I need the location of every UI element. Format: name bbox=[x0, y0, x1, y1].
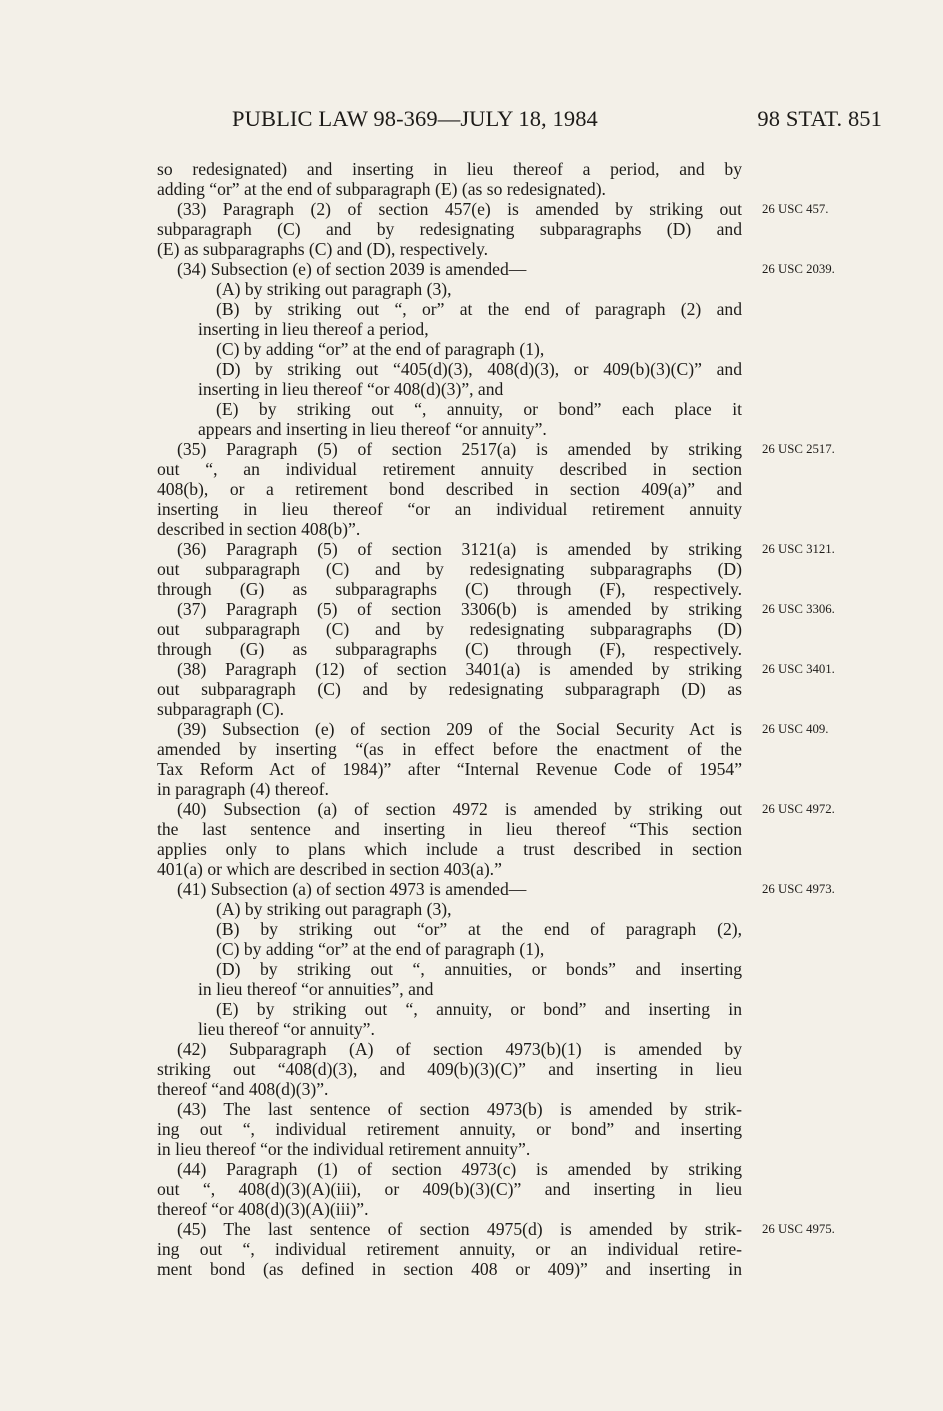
margin-note: 26 USC 3306. bbox=[762, 602, 835, 616]
text-line: applies only to plans which include a trust described in section bbox=[157, 839, 742, 859]
text-line: in lieu thereof “or the individual retirement annuity”. bbox=[157, 1139, 531, 1159]
margin-note: 26 USC 409. bbox=[762, 722, 829, 736]
text-line: inserting in lieu thereof “or 408(d)(3)”, and bbox=[198, 379, 504, 399]
margin-note: 26 USC 3121. bbox=[762, 542, 835, 556]
text-line: ment bond (as defined in section 408 or 409)” and inserting in bbox=[157, 1259, 742, 1279]
margin-note: 26 USC 2517. bbox=[762, 442, 835, 456]
header-title: PUBLIC LAW 98-369—JULY 18, 1984 bbox=[232, 106, 598, 131]
text-line: out subparagraph (C) and by redesignating subparagraphs (D) bbox=[157, 619, 742, 639]
text-line: (E) by striking out “, annuity, or bond” each place it bbox=[216, 399, 742, 419]
text-line: lieu thereof “or annuity”. bbox=[198, 1019, 375, 1039]
text-line: (C) by adding “or” at the end of paragraph (1), bbox=[216, 939, 545, 959]
text-line: described in section 408(b)”. bbox=[157, 519, 361, 539]
text-line: (B) by striking out “, or” at the end of paragraph (2) and bbox=[216, 299, 742, 319]
text-line: (33) Paragraph (2) of section 457(e) is amended by striking out bbox=[177, 199, 742, 219]
text-line: inserting in lieu thereof a period, bbox=[198, 319, 429, 339]
text-line: (E) by striking out “, annuity, or bond” and inserting in bbox=[216, 999, 742, 1019]
text-line: (38) Paragraph (12) of section 3401(a) is amended by striking bbox=[177, 659, 742, 679]
text-line: subparagraph (C). bbox=[157, 699, 285, 719]
text-line: out subparagraph (C) and by redesignating subparagraphs (D) bbox=[157, 559, 742, 579]
text-line: ing out “, individual retirement annuity, or an individual retire- bbox=[157, 1239, 742, 1259]
text-line: (34) Subsection (e) of section 2039 is amended— bbox=[177, 259, 527, 279]
text-line: (43) The last sentence of section 4973(b) is amended by strik- bbox=[177, 1099, 742, 1119]
margin-note: 26 USC 4975. bbox=[762, 1222, 835, 1236]
text-line: the last sentence and inserting in lieu thereof “This section bbox=[157, 819, 742, 839]
text-line: (40) Subsection (a) of section 4972 is amended by striking out bbox=[177, 799, 742, 819]
text-line: so redesignated) and inserting in lieu thereof a period, and by bbox=[157, 159, 742, 179]
page-header bbox=[232, 106, 882, 136]
text-line: (37) Paragraph (5) of section 3306(b) is amended by striking bbox=[177, 599, 742, 619]
text-line: in lieu thereof “or annuities”, and bbox=[198, 979, 434, 999]
text-line: (44) Paragraph (1) of section 4973(c) is amended by striking bbox=[177, 1159, 742, 1179]
text-line: (39) Subsection (e) of section 209 of the Social Security Act is bbox=[177, 719, 742, 739]
text-line: 401(a) or which are described in section 403(a).” bbox=[157, 859, 502, 879]
text-line: striking out “408(d)(3), and 409(b)(3)(C)” and inserting in lieu bbox=[157, 1059, 742, 1079]
text-line: 408(b), or a retirement bond described in section 409(a)” and bbox=[157, 479, 742, 499]
text-line: (D) by striking out “, annuities, or bonds” and inserting bbox=[216, 959, 742, 979]
margin-note: 26 USC 2039. bbox=[762, 262, 835, 276]
text-line: amended by inserting “(as in effect before the enactment of the bbox=[157, 739, 742, 759]
text-line: (D) by striking out “405(d)(3), 408(d)(3), or 409(b)(3)(C)” and bbox=[216, 359, 742, 379]
text-line: out subparagraph (C) and by redesignating subparagraph (D) as bbox=[157, 679, 742, 699]
text-line: (B) by striking out “or” at the end of paragraph (2), bbox=[216, 919, 742, 939]
text-line: (C) by adding “or” at the end of paragraph (1), bbox=[216, 339, 545, 359]
text-line: (35) Paragraph (5) of section 2517(a) is amended by striking bbox=[177, 439, 742, 459]
text-line: appears and inserting in lieu thereof “or annuity”. bbox=[198, 419, 547, 439]
text-line: (41) Subsection (a) of section 4973 is amended— bbox=[177, 879, 527, 899]
text-line: in paragraph (4) thereof. bbox=[157, 779, 329, 799]
text-line: through (G) as subparagraphs (C) through (F), respectively. bbox=[157, 639, 742, 659]
text-line: out “, an individual retirement annuity described in section bbox=[157, 459, 742, 479]
margin-note: 26 USC 457. bbox=[762, 202, 829, 216]
margin-note: 26 USC 4972. bbox=[762, 802, 835, 816]
header-page-number: 98 STAT. 851 bbox=[757, 106, 882, 131]
text-line: Tax Reform Act of 1984)” after “Internal Revenue Code of 1954” bbox=[157, 759, 742, 779]
text-line: adding “or” at the end of subparagraph (E) (as so redesignated). bbox=[157, 179, 606, 199]
text-line: through (G) as subparagraphs (C) through (F), respectively. bbox=[157, 579, 742, 599]
text-line: (42) Subparagraph (A) of section 4973(b)(1) is amended by bbox=[177, 1039, 742, 1059]
margin-note: 26 USC 3401. bbox=[762, 662, 835, 676]
text-line: (A) by striking out paragraph (3), bbox=[216, 899, 452, 919]
text-line: (A) by striking out paragraph (3), bbox=[216, 279, 452, 299]
margin-note: 26 USC 4973. bbox=[762, 882, 835, 896]
text-line: thereof “and 408(d)(3)”. bbox=[157, 1079, 329, 1099]
text-line: ing out “, individual retirement annuity, or bond” and inserting bbox=[157, 1119, 742, 1139]
text-line: (45) The last sentence of section 4975(d) is amended by strik- bbox=[177, 1219, 742, 1239]
text-line: inserting in lieu thereof “or an individual retirement annuity bbox=[157, 499, 742, 519]
text-line: thereof “or 408(d)(3)(A)(iii)”. bbox=[157, 1199, 369, 1219]
text-line: out “, 408(d)(3)(A)(iii), or 409(b)(3)(C)” and inserting in lieu bbox=[157, 1179, 742, 1199]
text-line: (36) Paragraph (5) of section 3121(a) is amended by striking bbox=[177, 539, 742, 559]
text-line: subparagraph (C) and by redesignating subparagraphs (D) and bbox=[157, 219, 742, 239]
text-line: (E) as subparagraphs (C) and (D), respectively. bbox=[157, 239, 489, 259]
